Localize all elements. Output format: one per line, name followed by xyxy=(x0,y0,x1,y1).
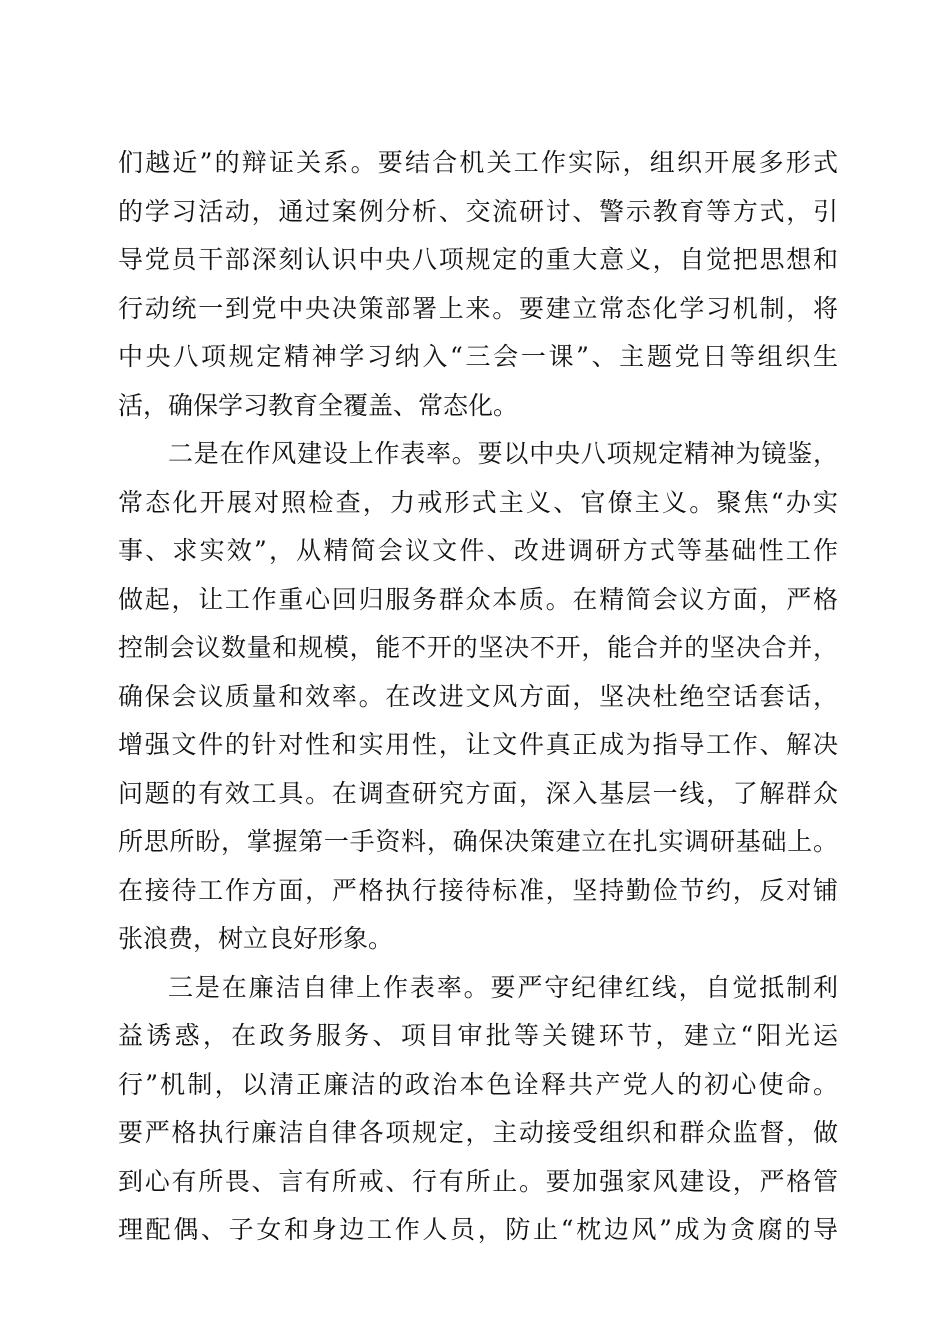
text-line: 行”机制，以清正廉洁的政治本色诠释共产党人的初心使命。 xyxy=(118,1069,838,1099)
text-line: 的学习活动，通过案例分析、交流研讨、警示教育等方式，引 xyxy=(118,196,838,226)
text-line: 事、求实效”，从精简会议文件、改进调研方式等基础性工作 xyxy=(118,536,838,565)
text-line: 增强文件的针对性和实用性，让文件真正成为指导工作、解决 xyxy=(118,730,838,759)
text-line: 做起，让工作重心回归服务群众本质。在精简会议方面，严格 xyxy=(118,584,838,614)
text-line: 活，确保学习教育全覆盖、常态化。 xyxy=(118,390,519,420)
text-line: 益诱惑，在政务服务、项目审批等关键环节，建立“阳光运 xyxy=(118,1021,838,1050)
body-text xyxy=(118,139,838,1255)
text-line: 要严格执行廉洁自律各项规定，主动接受组织和群众监督，做 xyxy=(118,1118,838,1147)
paragraph-heading-line: 二是在作风建设上作表率。要以中央八项规定精神为镜鉴， xyxy=(168,439,838,468)
text-line: 控制会议数量和规模，能不开的坚决不开，能合并的坚决合并， xyxy=(118,633,838,662)
text-line: 常态化开展对照检查，力戒形式主义、官僚主义。聚焦“办实 xyxy=(118,487,838,517)
text-line: 问题的有效工具。在调查研究方面，深入基层一线，了解群众 xyxy=(118,778,838,808)
text-line: 确保会议质量和效率。在改进文风方面，坚决杜绝空话套话， xyxy=(118,681,838,711)
text-line: 所思所盼，掌握第一手资料，确保决策建立在扎实调研基础上。 xyxy=(118,827,838,856)
text-line: 张浪费，树立良好形象。 xyxy=(118,924,394,953)
text-line: 导党员干部深刻认识中央八项规定的重大意义，自觉把思想和 xyxy=(118,245,838,274)
text-line: 到心有所畏、言有所戒、行有所止。要加强家风建设，严格管 xyxy=(118,1166,838,1196)
text-line: 在接待工作方面，严格执行接待标准，坚持勤俭节约，反对铺 xyxy=(118,875,838,905)
text-line: 行动统一到党中央决策部署上来。要建立常态化学习机制，将 xyxy=(118,293,838,323)
text-line: 们越近”的辩证关系。要结合机关工作实际，组织开展多形式 xyxy=(118,148,838,177)
text-line: 理配偶、子女和身边工作人员，防止“枕边风”成为贪腐的导 xyxy=(118,1215,838,1244)
text-line: 中央八项规定精神学习纳入“三会一课”、主题党日等组织生 xyxy=(118,342,838,371)
paragraph-heading-line: 三是在廉洁自律上作表率。要严守纪律红线，自觉抵制利 xyxy=(168,972,838,1002)
